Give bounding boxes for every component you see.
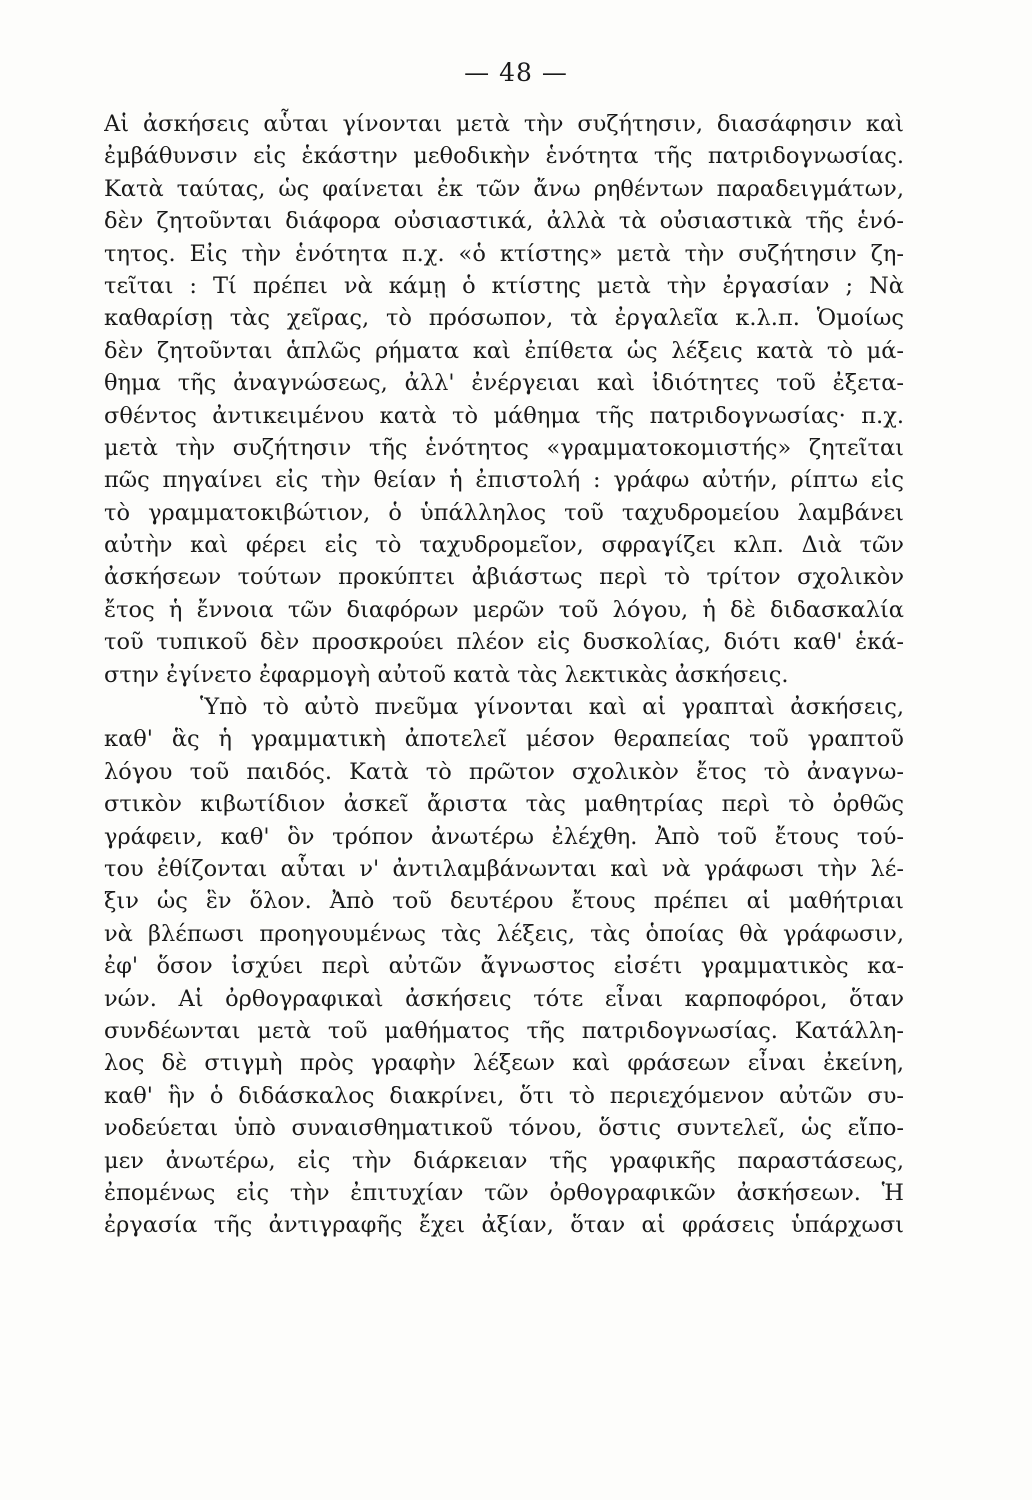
text-line: Ὑπὸ τὸ αὐτὸ πνεῦμα γίνονται καὶ αἱ γραπταὶ ἀσκήσεις,	[200, 694, 904, 721]
text-line: τεῖται : Τί πρέπει νὰ κάμῃ ὁ κτίστης μετὰ τὴν ἐργασίαν ; Νὰ	[104, 272, 904, 299]
text-line: Κατὰ ταύτας, ὡς φαίνεται ἐκ τῶν ἄνω ρηθέντων παραδειγμάτων,	[104, 175, 904, 202]
text-line: ξιν ὡς ἓν ὅλον. Ἀπὸ τοῦ δευτέρου ἔτους πρέπει αἱ μαθήτριαι	[104, 888, 904, 915]
text-line: ἐργασία τῆς ἀντιγραφῆς ἔχει ἀξίαν, ὅταν αἱ φράσεις ὑπάρχωσι	[104, 1212, 904, 1239]
text-line: συνδέωνται μετὰ τοῦ μαθήματος τῆς πατριδογνωσίας. Κατάλλη-	[104, 1017, 904, 1044]
text-line: σθέντος ἀντικειμένου κατὰ τὸ μάθημα τῆς πατριδογνωσίας· π.χ.	[104, 402, 904, 429]
body-text	[104, 108, 904, 1242]
text-line: αὐτὴν καὶ φέρει εἰς τὸ ταχυδρομεῖον, σφραγίζει κλπ. Διὰ τῶν	[104, 532, 904, 559]
text-line: τὸ γραμματοκιβώτιον, ὁ ὑπάλληλος τοῦ ταχυδρομείου λαμβάνει	[104, 499, 904, 526]
text-line: πῶς πηγαίνει εἰς τὴν θείαν ἡ ἐπιστολή : γράφω αὐτήν, ρίπτω εἰς	[104, 467, 904, 494]
text-line: ἀσκήσεων τούτων προκύπτει ἀβιάστως περὶ τὸ τρίτον σχολικὸν	[104, 564, 904, 591]
text-line: καθαρίσῃ τὰς χεῖρας, τὸ πρόσωπον, τὰ ἐργαλεῖα κ.λ.π. Ὁμοίως	[104, 305, 904, 332]
text-line: ἐπομένως εἰς τὴν ἐπιτυχίαν τῶν ὀρθογραφικῶν ἀσκήσεων. Ἡ	[104, 1179, 904, 1206]
text-line: δὲν ζητοῦνται διάφορα οὐσιαστικά, ἀλλὰ τὰ οὐσιαστικὰ τῆς ἑνό-	[104, 208, 904, 235]
text-line: λόγου τοῦ παιδός. Κατὰ τὸ πρῶτον σχολικὸν ἔτος τὸ ἀναγνω-	[104, 758, 904, 785]
text-line: Αἱ ἀσκήσεις αὗται γίνονται μετὰ τὴν συζήτησιν, διασάφησιν καὶ	[104, 111, 904, 137]
paragraph-1	[104, 108, 904, 691]
text-line: στην ἐγίνετο ἐφαρμογὴ αὐτοῦ κατὰ τὰς λεκτικὰς ἀσκήσεις.	[104, 661, 789, 688]
text-line: γράφειν, καθ' ὃν τρόπον ἀνωτέρω ἐλέχθη. Ἀπὸ τοῦ ἔτους τού-	[104, 823, 904, 850]
text-line: νὰ βλέπωσι προηγουμένως τὰς λέξεις, τὰς ὁποίας θὰ γράφωσιν,	[104, 920, 904, 947]
text-line: θημα τῆς ἀναγνώσεως, ἀλλ' ἐνέργειαι καὶ ἰδιότητες τοῦ ἐξετα-	[104, 370, 904, 397]
text-line: στικὸν κιβωτίδιον ἀσκεῖ ἄριστα τὰς μαθητρίας περὶ τὸ ὀρθῶς	[104, 791, 904, 818]
text-line: ἔτος ἡ ἔννοια τῶν διαφόρων μερῶν τοῦ λόγου, ἡ δὲ διδασκαλία	[104, 596, 904, 623]
paragraph-2	[104, 691, 904, 1242]
text-line: ἐμβάθυνσιν εἰς ἑκάστην μεθοδικὴν ἑνότητα τῆς πατριδογνωσίας.	[104, 143, 904, 170]
text-line: λος δὲ στιγμὴ πρὸς γραφὴν λέξεων καὶ φράσεων εἶναι ἐκείνη,	[104, 1050, 904, 1077]
text-line: ἐφ' ὅσον ἰσχύει περὶ αὐτῶν ἄγνωστος εἰσέτι γραμματικὸς κα-	[104, 953, 904, 980]
text-line: τητος. Εἰς τὴν ἑνότητα π.χ. «ὁ κτίστης» μετὰ τὴν συζήτησιν ζη-	[104, 240, 904, 267]
text-line: δὲν ζητοῦνται ἁπλῶς ρήματα καὶ ἐπίθετα ὡς λέξεις κατὰ τὸ μά-	[104, 337, 904, 364]
text-line: καθ' ἣν ὁ διδάσκαλος διακρίνει, ὅτι τὸ περιεχόμενον αὐτῶν συ-	[104, 1082, 904, 1109]
text-line: του ἐθίζονται αὗται ν' ἀντιλαμβάνωνται καὶ νὰ γράφωσι τὴν λέ-	[104, 855, 904, 882]
text-line: μετὰ τὴν συζήτησιν τῆς ἑνότητος «γραμματοκομιστής» ζητεῖται	[104, 434, 904, 461]
text-line: καθ' ἃς ἡ γραμματικὴ ἀποτελεῖ μέσον θεραπείας τοῦ γραπτοῦ	[104, 726, 904, 753]
text-line: νοδεύεται ὑπὸ συναισθηματικοῦ τόνου, ὅστις συντελεῖ, ὡς εἴπο-	[104, 1115, 904, 1142]
text-line: τοῦ τυπικοῦ δὲν προσκρούει πλέον εἰς δυσκολίας, διότι καθ' ἑκά-	[104, 629, 904, 656]
page-number: — 48 —	[464, 58, 568, 87]
text-line: μεν ἀνωτέρω, εἰς τὴν διάρκειαν τῆς γραφικῆς παραστάσεως,	[104, 1147, 904, 1174]
text-line: νών. Αἱ ὀρθογραφικαὶ ἀσκήσεις τότε εἶναι καρποφόροι, ὅταν	[104, 985, 904, 1012]
